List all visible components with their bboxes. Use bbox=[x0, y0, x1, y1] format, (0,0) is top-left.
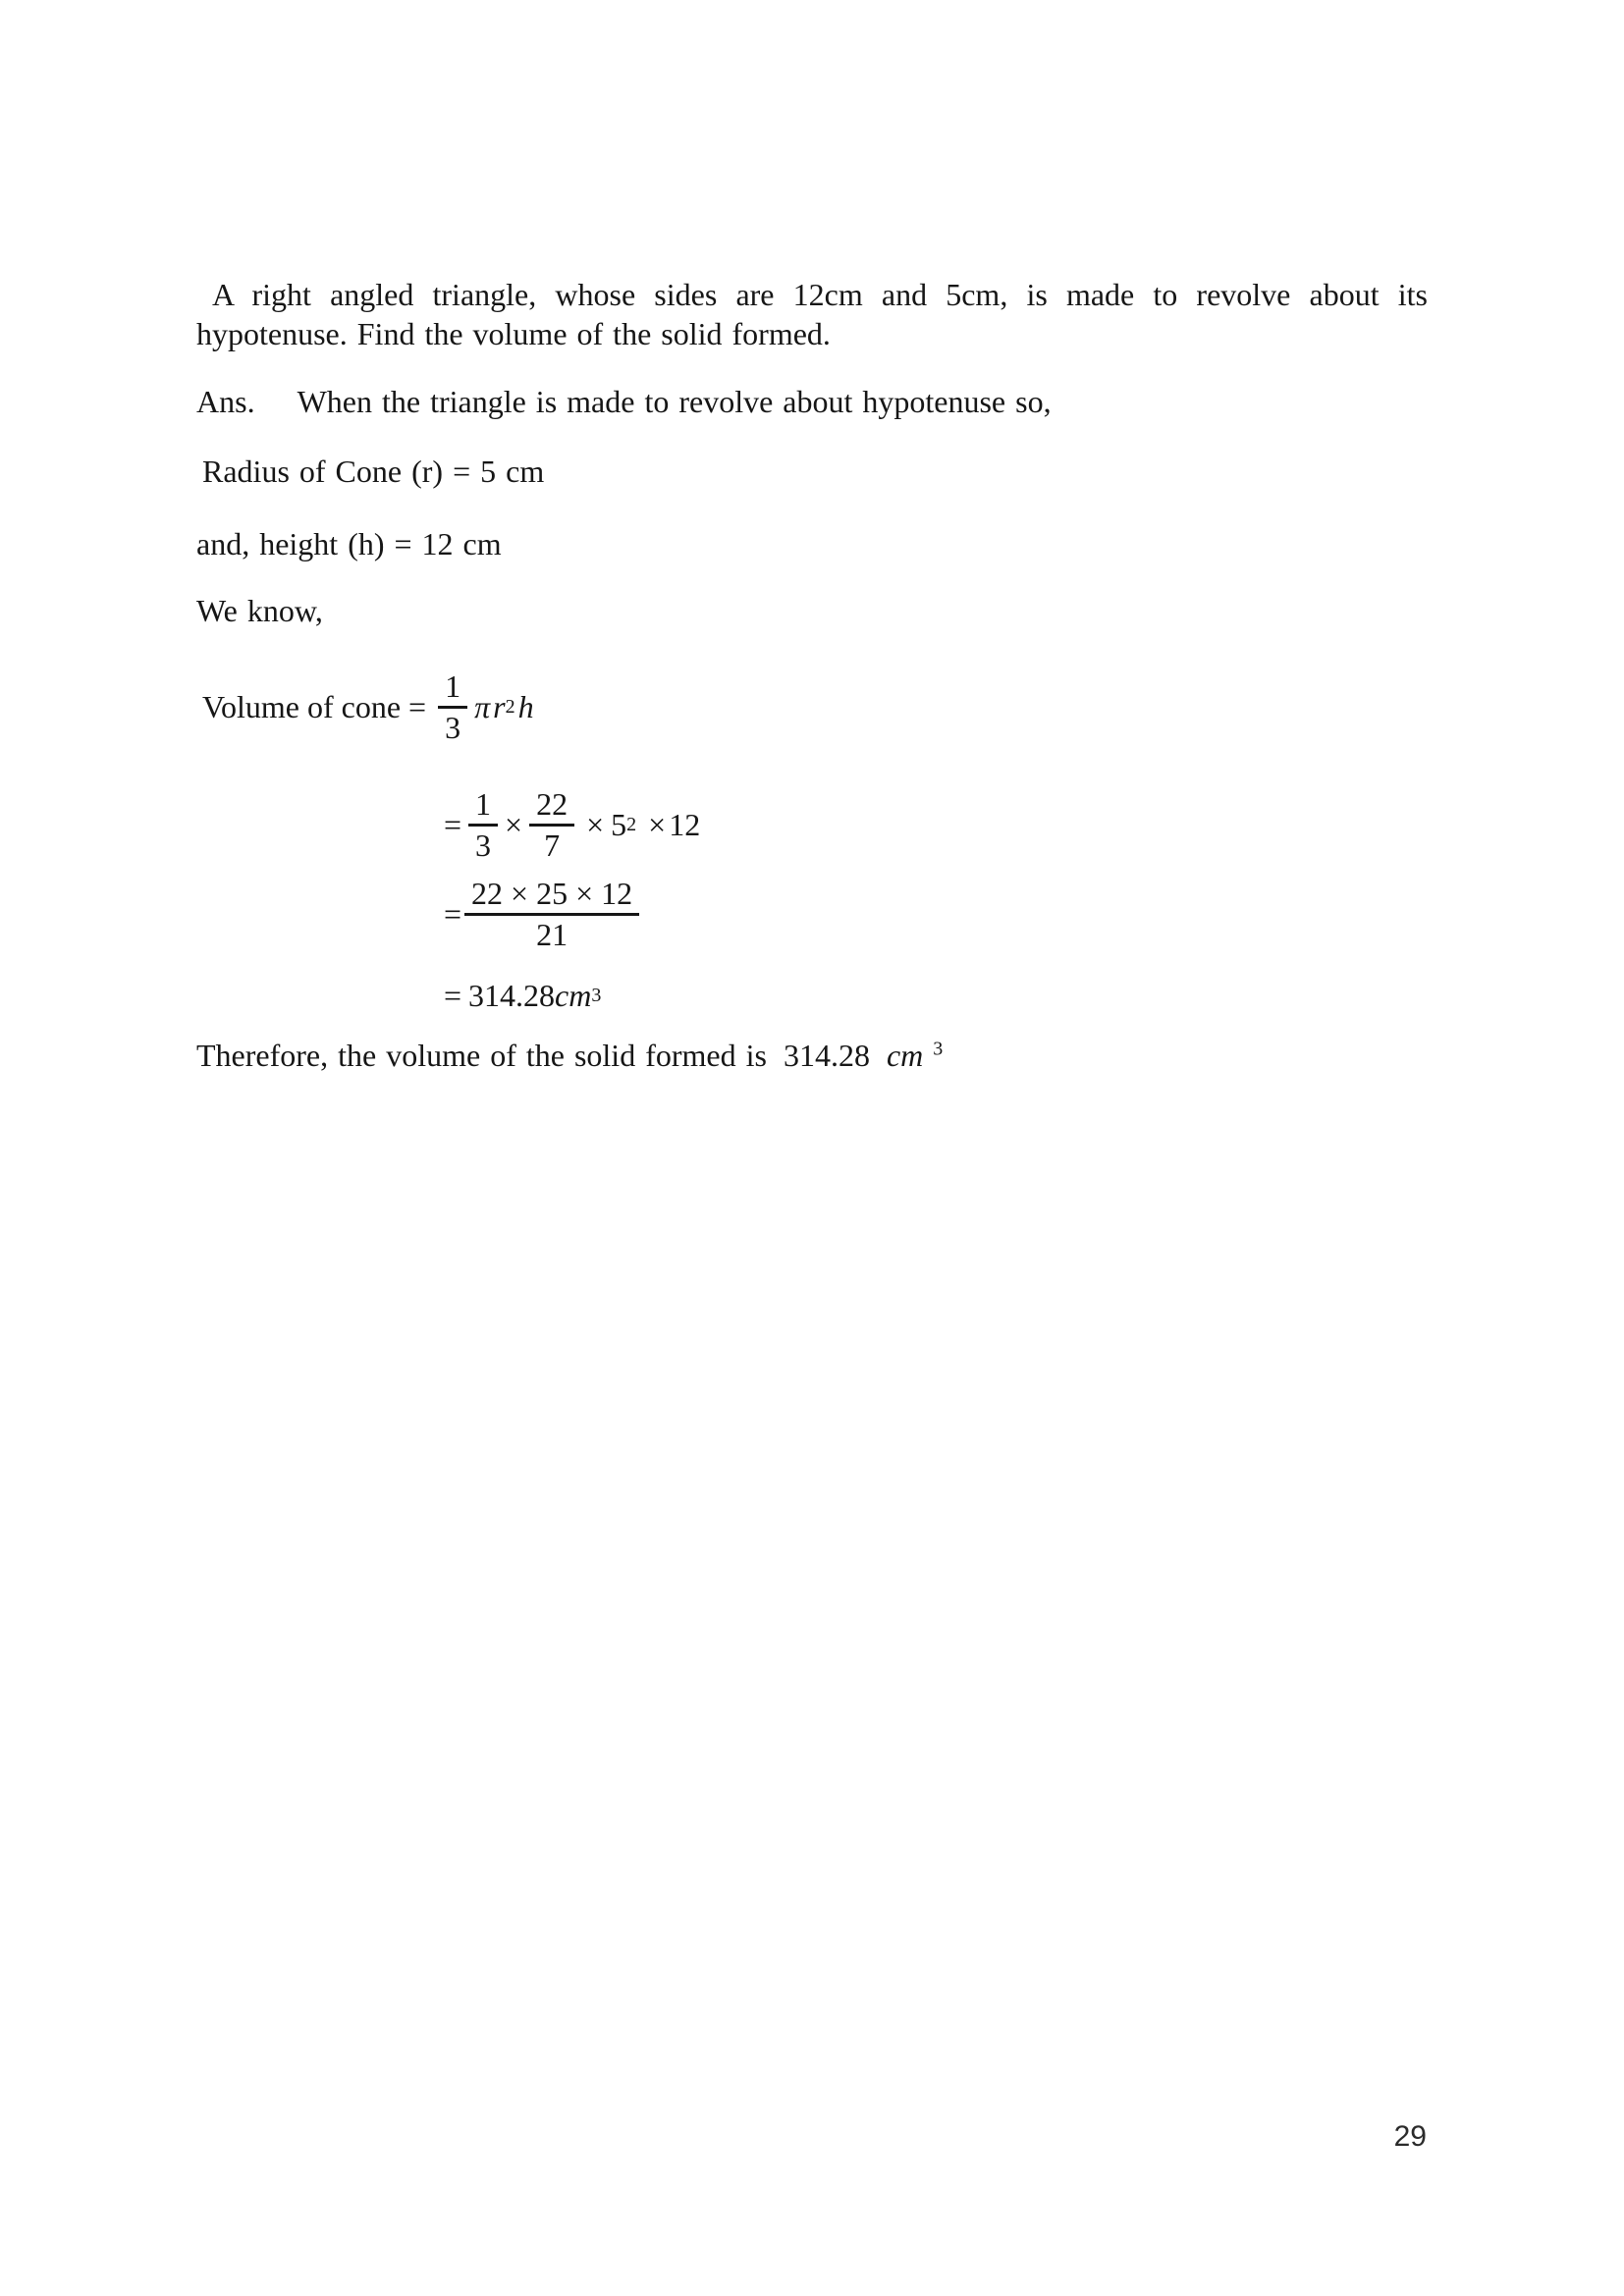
fraction-product-over-21 bbox=[464, 876, 639, 952]
page-number: 29 bbox=[1393, 2120, 1427, 2153]
times-sign: × bbox=[505, 807, 523, 842]
conclusion-value: 314.28 bbox=[783, 1038, 870, 1073]
result-value: 314.28 bbox=[468, 978, 556, 1013]
radius-variable: r bbox=[493, 689, 506, 724]
equation-step-2 bbox=[444, 870, 639, 958]
conclusion-line bbox=[196, 1036, 943, 1075]
equation-step-1: = $\frac{1}{3}$ × $\frac{22}{7}$ × 5 2 × 12 bbox=[444, 786, 701, 863]
question-line-2: hypotenuse. Find the volume of the solid formed. bbox=[196, 316, 831, 351]
fraction-twentytwo-sevenths bbox=[529, 786, 574, 863]
equation-volume-formula: Volume of cone = $\frac{1}{3}$ π r 2 h bbox=[202, 668, 534, 745]
unit-cm: cm bbox=[886, 1038, 924, 1073]
fraction-numerator: 1 bbox=[438, 668, 467, 709]
radius-line: Radius of Cone (r) = 5 cm bbox=[202, 454, 545, 489]
base-five: 5 bbox=[611, 807, 627, 842]
unit-cm: cm bbox=[555, 978, 592, 1013]
equals-sign: = bbox=[444, 978, 462, 1013]
question-line-1: A right angled triangle, whose sides are 12cm and 5cm, is made to revolve about its bbox=[212, 277, 1428, 312]
fraction-one-third bbox=[438, 668, 467, 745]
fraction-one-third bbox=[468, 786, 498, 863]
answer-intro-text: When the triangle is made to revolve about hypotenuse so, bbox=[297, 384, 1052, 419]
height-variable: h bbox=[517, 689, 534, 724]
unit-exponent: 3 bbox=[933, 1038, 944, 1060]
times-sign: × bbox=[648, 807, 667, 842]
fraction-numerator: 1 bbox=[468, 786, 498, 827]
height-line: and, height (h) = 12 cm bbox=[196, 526, 502, 561]
conclusion-prefix: Therefore, the volume of the solid formed is bbox=[196, 1038, 767, 1073]
equation-step-3: = 314.28 cm 3 bbox=[444, 978, 602, 1013]
answer-label: Ans. bbox=[196, 384, 255, 419]
fraction-numerator: 22 × 25 × 12 bbox=[464, 876, 639, 916]
we-know-line: We know, bbox=[196, 593, 323, 628]
fraction-denominator: 7 bbox=[544, 828, 561, 863]
formula-lhs: Volume of cone = bbox=[202, 689, 427, 724]
equals-sign: = bbox=[444, 896, 462, 932]
fraction-numerator: 22 bbox=[529, 786, 574, 827]
pi-symbol: π bbox=[474, 689, 491, 724]
equals-sign: = bbox=[444, 807, 462, 842]
question-paragraph bbox=[196, 275, 1428, 353]
fraction-denominator: 3 bbox=[475, 828, 492, 863]
times-sign: × bbox=[586, 807, 605, 842]
factor-twelve: 12 bbox=[669, 807, 701, 842]
fraction-denominator: 21 bbox=[536, 917, 568, 952]
fraction-denominator: 3 bbox=[445, 710, 461, 745]
answer-intro-line bbox=[196, 382, 1052, 421]
